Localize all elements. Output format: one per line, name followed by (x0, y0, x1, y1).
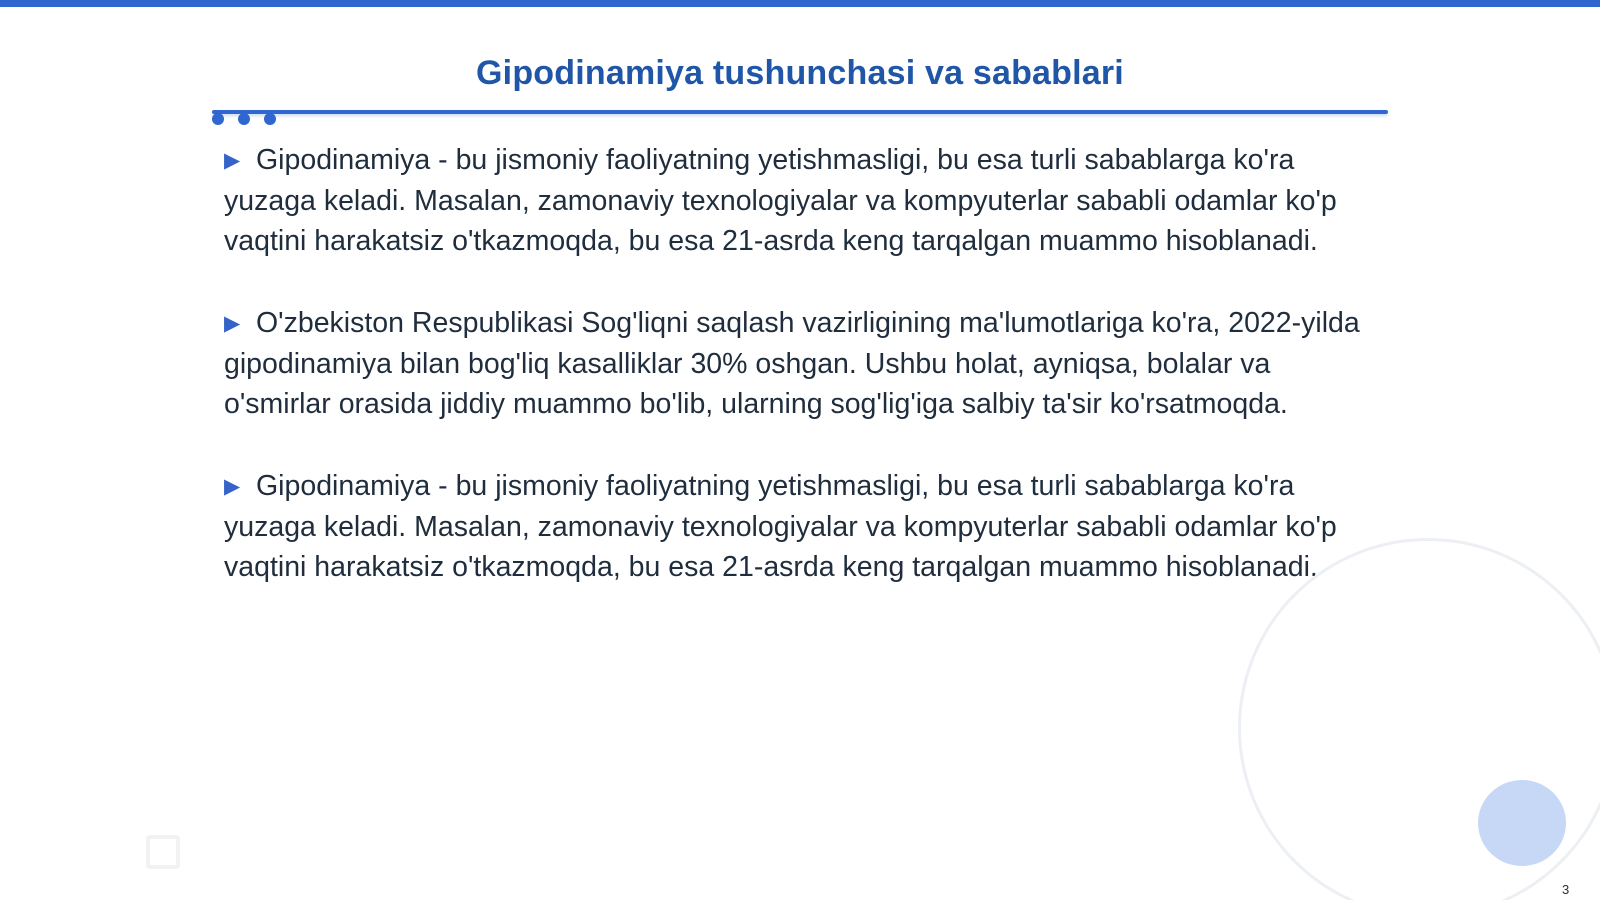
triangle-right-icon: ▶ (224, 149, 241, 172)
slide-title: Gipodinamiya tushunchasi va sabablari (476, 54, 1124, 92)
decor-circle-filled (1478, 780, 1566, 866)
decor-square-outline (146, 835, 180, 869)
decor-dot (212, 113, 224, 125)
paragraph-text: Gipodinamiya - bu jismoniy faoliyatning yetishmasligi, bu esa turli sabablarga ko'ra yuzaga keladi. Masalan, zamonaviy texnologiyalar va kompyuterlar sababli odamlar ko'p vaqtini harakatsiz o'tkazmoqda, bu esa 21-asrda keng tarqalgan muammo hisoblanadi. (224, 470, 1337, 583)
title-underline (212, 110, 1388, 114)
bullet-paragraph-1 (224, 140, 1384, 261)
triangle-right-icon: ▶ (224, 312, 241, 335)
paragraph-text: O'zbekiston Respublikasi Sog'liqni saqlash vazirligining ma'lumotlariga ko'ra, 2022-yilda gipodinamiya bilan bog'liq kasalliklar 30% oshgan. Ushbu holat, ayniqsa, bolalar va o'smirlar orasida jiddiy muammo bo'lib, ularning sog'lig'iga salbiy ta'sir ko'rsatmoqda. (224, 307, 1360, 420)
decor-dot (264, 113, 276, 125)
decor-dot (238, 113, 250, 125)
top-accent-bar (0, 0, 1600, 7)
page-number: 3 (1562, 882, 1570, 897)
bullet-paragraph-3 (224, 466, 1384, 587)
slide-body (224, 140, 1384, 629)
bullet-paragraph-2 (224, 303, 1384, 424)
triangle-right-icon: ▶ (224, 475, 241, 498)
paragraph-text: Gipodinamiya - bu jismoniy faoliyatning yetishmasligi, bu esa turli sabablarga ko'ra yuzaga keladi. Masalan, zamonaviy texnologiyalar va kompyuterlar sababli odamlar ko'p vaqtini harakatsiz o'tkazmoqda, bu esa 21-asrda keng tarqalgan muammo hisoblanadi. (224, 144, 1337, 257)
